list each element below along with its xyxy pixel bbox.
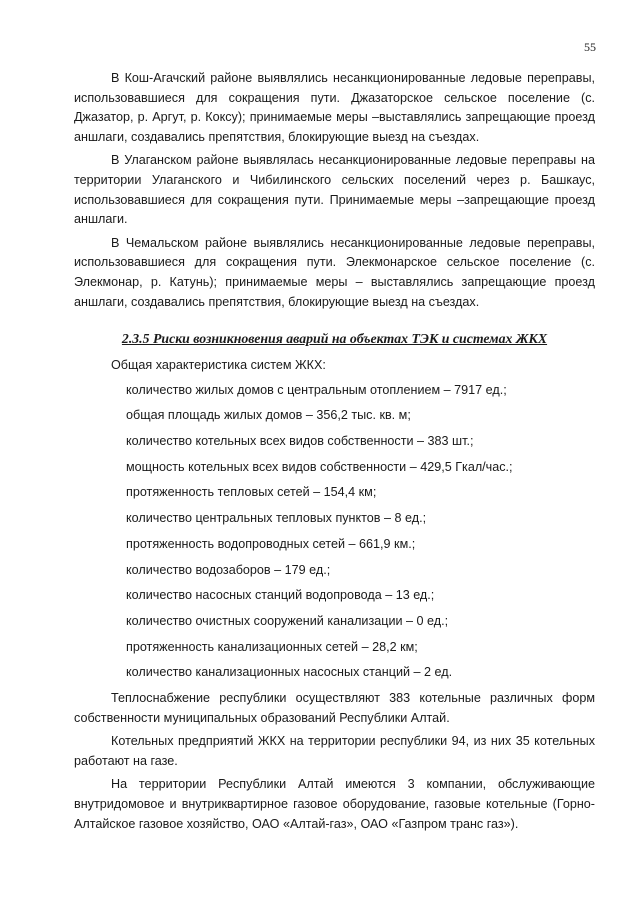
paragraph-gas-companies: На территории Республики Алтай имеются 3 компании, обслуживающие внутридомовое и внутриквартирное газовое оборудование, газовые котельные (Горно-Алтайское газовое хозяйство, ОАО «Алтай-газ», ОАО «Газпром транс газ»).	[74, 777, 595, 831]
list-item: количество водозаборов – 179 ед.;	[126, 562, 331, 577]
list-item: количество котельных всех видов собственности – 383 шт.;	[126, 434, 474, 449]
document-body	[74, 69, 595, 838]
paragraph-heat-supply: Теплоснабжение республики осуществляют 383 котельные различных форм собственности муниципальных образований Республики Алтай.	[74, 690, 595, 725]
list-item: протяженность водопроводных сетей – 661,9 км.;	[126, 536, 416, 551]
housing-stats-list	[74, 381, 595, 683]
page-number: 55	[584, 40, 596, 54]
paragraph-ulagan: В Улаганском районе выявлялась несанкционированные ледовые переправы на территории Улаганского и Чибилинского сельских поселений через р. Башкаус, использовавшиеся для сокращения пути. Принимаемые меры –запрещающие проезд аншлаги.	[74, 153, 595, 227]
section-heading: 2.3.5 Риски возникновения аварий на объектах ТЭК и системах ЖКХ	[121, 331, 548, 347]
paragraph-chemal: В Чемальском районе выявлялись несанкционированные ледовые переправы, использовавшиеся для сокращения пути. Элекмонарское сельское поселение (с. Элекмонар, р. Катунь); принимаемые меры – выставлялись запрещающие проезд аншлаги, создавались препятствия, блокирующие выезд на съездах.	[74, 235, 595, 309]
list-intro: Общая характеристика систем ЖКХ:	[111, 358, 326, 373]
list-item: количество канализационных насосных станций – 2 ед.	[126, 665, 453, 680]
list-item: количество жилых домов с центральным отоплением – 7917 ед.;	[126, 382, 507, 397]
list-item: количество очистных сооружений канализации – 0 ед.;	[126, 613, 449, 628]
paragraph-kosh-agach: В Кош-Агачский районе выявлялись несанкционированные ледовые переправы, использовавшиеся для сокращения пути. Джазаторское сельское поселение (с. Джазатор, р. Аргут, р. Коксу); принимаемые меры –выставлялись запрещающие проезд аншлаги, создавались препятствия, блокирующие выезд на съездах.	[74, 71, 595, 144]
list-item: общая площадь жилых домов – 356,2 тыс. кв. м;	[126, 408, 411, 423]
list-item: протяженность канализационных сетей – 28,2 км;	[126, 639, 418, 654]
list-item: количество насосных станций водопровода – 13 ед.;	[126, 588, 435, 603]
list-item: протяженность тепловых сетей – 154,4 км;	[126, 485, 377, 500]
paragraph-boilers-gas: Котельных предприятий ЖКХ на территории республики 94, из них 35 котельных работают на газе.	[74, 734, 595, 768]
list-item: количество центральных тепловых пунктов – 8 ед.;	[126, 511, 427, 526]
list-item: мощность котельных всех видов собственности – 429,5 Гкал/час.;	[126, 459, 513, 474]
